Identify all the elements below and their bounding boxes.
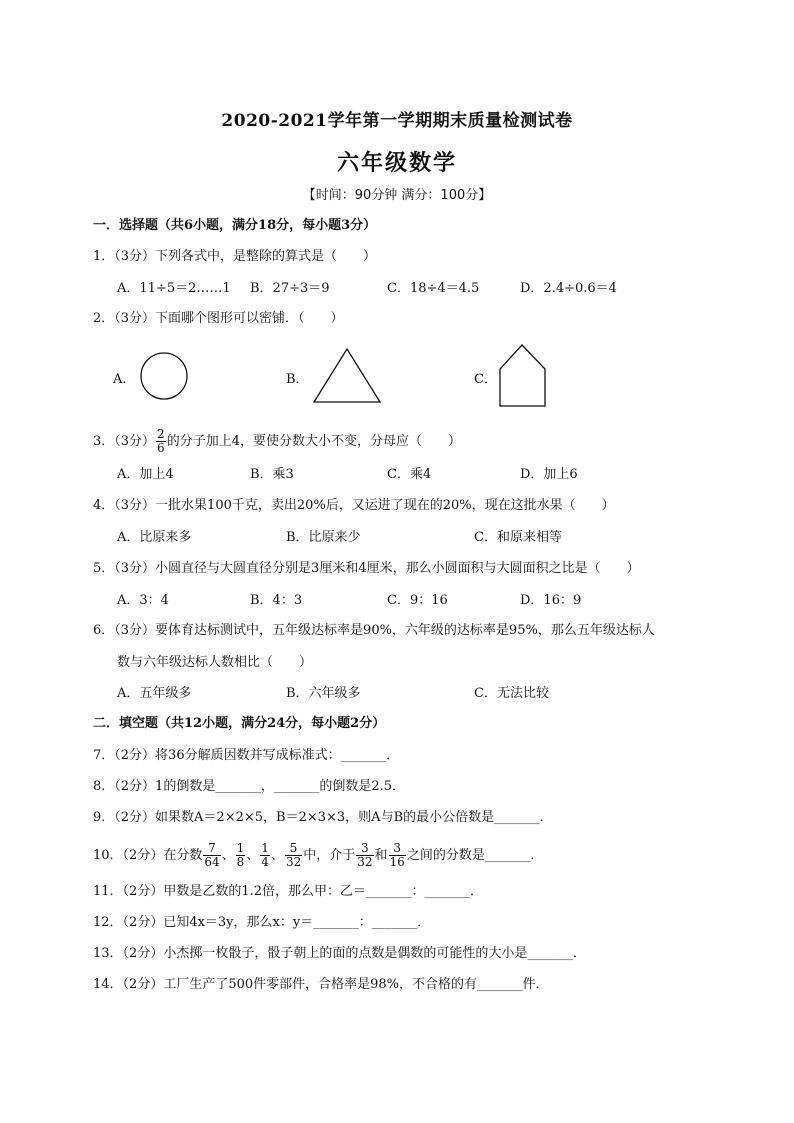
question-9: 9．（2分）如果数A＝2×2×5，B＝2×3×3，则A与B的最小公倍数是_______． xyxy=(93,810,553,825)
q2-option-a-label: A． xyxy=(113,372,136,387)
exam-title: 2020-2021学年第一学期期末质量检测试卷 xyxy=(221,111,573,131)
q10-fraction-2 xyxy=(236,842,246,869)
q1-option-b: B．27÷3＝9 xyxy=(250,281,330,296)
q10-bound-1 xyxy=(356,842,373,869)
q3-option-d: D．加上6 xyxy=(520,467,578,482)
question-12: 12．（2分）已知4x＝3y，那么x：y＝_______：_______． xyxy=(93,915,431,930)
q10-fraction-4 xyxy=(285,842,302,869)
q1-option-d: D．2.4÷0.6＝4 xyxy=(520,281,617,296)
section2-heading: 二．填空题（共12小题，满分24分，每小题2分） xyxy=(93,716,386,731)
q6-option-a: A．五年级多 xyxy=(117,686,192,701)
q10-f1-den: 64 xyxy=(204,855,220,869)
pentagon-shape xyxy=(498,343,548,409)
triangle-shape xyxy=(312,347,382,405)
q5-option-b: B．4：3 xyxy=(250,593,303,608)
q10-fraction-3 xyxy=(260,842,270,869)
q5-option-d: D．16：9 xyxy=(520,593,582,608)
question-1: 1．（3分）下列各式中，是整除的算式是（ ） xyxy=(93,249,377,264)
q3-prefix: 3．（3分） xyxy=(93,434,156,449)
q10-sep-2: 、 xyxy=(246,848,260,863)
question-5: 5．（3分）小圆直径与大圆直径分别是3厘米和4厘米，那么小圆面积与大圆面积之比是（ ） xyxy=(93,561,640,576)
q10-mid: 中，介于 xyxy=(303,848,356,863)
q3-option-b: B．乘3 xyxy=(250,467,294,482)
q10-f4-den: 32 xyxy=(285,855,302,869)
q10-sep-3: 、 xyxy=(270,848,284,863)
q1-option-a: A．11÷5＝2……1 xyxy=(117,281,231,296)
q10-f1-num: 7 xyxy=(203,842,220,856)
q10-prefix: 10．（2分）在分数 xyxy=(93,848,203,863)
q10-f3-num: 1 xyxy=(261,841,269,855)
q10-f2-num: 1 xyxy=(236,841,245,855)
q3-fraction-den: 6 xyxy=(157,441,165,455)
q4-option-b: B．比原来少 xyxy=(286,530,361,545)
question-6-line1: 6．（3分）要体育达标测试中，五年级达标率是90%，六年级的达标率是95%，那么五年级达标人 xyxy=(93,623,655,638)
q10-g1-den: 32 xyxy=(357,855,373,869)
q10-sep-1: 、 xyxy=(221,848,235,863)
q4-option-c: C．和原来相等 xyxy=(474,530,562,545)
q6-option-b: B．六年级多 xyxy=(286,686,361,701)
question-14: 14．（2分）工厂生产了500件零部件，合格率是98%，不合格的有_______件． xyxy=(93,977,549,992)
question-4: 4．（3分）一批水果100千克，卖出20%后，又运进了现在的20%，现在这批水果（ ） xyxy=(93,498,615,513)
subject-title: 六年级数学 xyxy=(336,150,457,176)
section1-heading: 一．选择题（共6小题，满分18分，每小题3分） xyxy=(93,218,377,233)
question-13: 13．（2分）小杰掷一枚骰子，骰子朝上的面的点数是偶数的可能性的大小是_______． xyxy=(93,946,586,961)
q2-option-b-label: B． xyxy=(286,372,309,387)
q1-option-c: C．18÷4＝4.5 xyxy=(387,281,480,296)
q5-option-c: C．9：16 xyxy=(387,593,448,608)
q10-fraction-1 xyxy=(203,842,220,869)
q6-option-c: C．无法比较 xyxy=(474,686,549,701)
q3-fraction-num: 2 xyxy=(157,427,165,441)
question-11: 11．（2分）甲数是乙数的1.2倍，那么甲：乙＝_______：_______． xyxy=(93,884,483,899)
q4-option-a: A．比原来多 xyxy=(117,530,192,545)
q10-f2-den: 8 xyxy=(236,855,245,869)
question-8: 8．（2分）1的倒数是_______，_______的倒数是2.5． xyxy=(93,779,405,794)
q10-g2-den: 16 xyxy=(389,855,405,869)
q10-g1-num: 3 xyxy=(356,842,373,856)
question-6-line2: 数与六年级达标人数相比（ ） xyxy=(117,655,313,670)
q10-suffix: 之间的分数是_______． xyxy=(406,848,544,863)
q10-g2-num: 3 xyxy=(389,842,406,856)
q10-f4-num: 5 xyxy=(285,842,302,856)
q3-suffix: 的分子加上4，要使分数大小不变，分母应（ ） xyxy=(166,434,461,449)
q10-bound-2 xyxy=(389,842,406,869)
question-2: 2．（3分）下面哪个图形可以密铺．（ ） xyxy=(93,311,344,326)
q2-option-c-label: C． xyxy=(474,372,497,387)
circle-shape xyxy=(138,352,190,400)
question-3 xyxy=(93,428,461,455)
q3-fraction xyxy=(156,428,166,455)
q3-option-a: A．加上4 xyxy=(117,467,174,482)
q5-option-a: A．3：4 xyxy=(117,593,169,608)
q3-option-c: C．乘4 xyxy=(387,467,432,482)
question-10 xyxy=(93,842,543,869)
question-7: 7．（2分）将36分解质因数并写成标准式：_______． xyxy=(93,748,400,763)
exam-info: 【时间：90分钟 满分：100分】 xyxy=(302,188,492,203)
q10-f3-den: 4 xyxy=(261,855,269,869)
q10-and: 和 xyxy=(374,848,388,863)
